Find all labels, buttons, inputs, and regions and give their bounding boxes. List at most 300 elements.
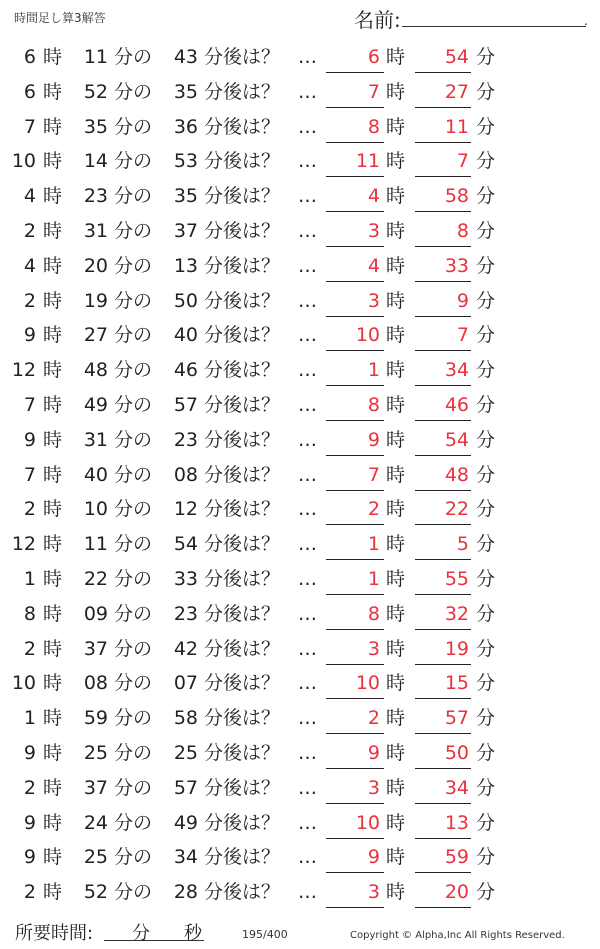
answer-hour-line	[326, 142, 384, 143]
minute-of-label: 分の	[114, 289, 153, 312]
added-minutes: 43	[173, 46, 198, 68]
ellipsis: …	[298, 289, 317, 312]
minutes-after-label: 分後は？	[204, 324, 281, 347]
start-minute: 52	[83, 881, 108, 904]
answer-hour: 10	[355, 672, 380, 695]
answer-minute-unit: 分	[476, 115, 496, 138]
minutes-after-label: 分後は？	[204, 393, 281, 416]
answer-hour: 9	[367, 741, 380, 764]
answer-hour: 10	[355, 324, 380, 347]
minute-of-label: 分の	[114, 80, 153, 103]
ellipsis: …	[298, 115, 317, 138]
answer-hour-unit: 時	[386, 776, 406, 799]
answer-minute-line	[415, 455, 471, 456]
minutes-after-label: 分後は？	[204, 533, 281, 556]
answer-hour-line	[326, 768, 384, 769]
hour-unit: 時	[43, 567, 63, 590]
added-minutes: 50	[173, 289, 198, 312]
start-minute: 49	[83, 393, 108, 416]
problem-row	[0, 598, 600, 633]
answer-minute-unit: 分	[476, 533, 496, 556]
answer-minute: 55	[444, 567, 469, 590]
minute-of-label: 分の	[114, 115, 153, 138]
answer-minute: 33	[444, 254, 469, 277]
name-trailing-dot: .	[584, 14, 588, 28]
answer-hour: 11	[355, 150, 380, 173]
ellipsis: …	[298, 602, 317, 625]
start-minute: 48	[83, 359, 108, 382]
start-minute: 31	[83, 219, 108, 242]
minutes-after-label: 分後は？	[204, 359, 281, 382]
hour-unit: 時	[43, 80, 63, 103]
minutes-after-label: 分後は？	[204, 846, 281, 869]
minutes-after-label: 分後は？	[204, 254, 281, 277]
answer-hour: 1	[367, 359, 380, 382]
minute-of-label: 分の	[114, 672, 153, 695]
start-hour: 9	[23, 741, 36, 764]
answer-minute-unit: 分	[476, 428, 496, 451]
ellipsis: …	[298, 881, 317, 904]
hour-unit: 時	[43, 498, 63, 521]
answer-hour-line	[326, 907, 384, 908]
start-hour: 7	[23, 463, 36, 486]
problem-row	[0, 424, 600, 459]
minute-of-label: 分の	[114, 150, 153, 173]
minute-of-label: 分の	[114, 776, 153, 799]
answer-minute-unit: 分	[476, 359, 496, 382]
minute-of-label: 分の	[114, 185, 153, 208]
answer-hour-unit: 時	[386, 602, 406, 625]
added-minutes: 33	[173, 567, 198, 590]
answer-minute-unit: 分	[476, 463, 496, 486]
start-hour: 9	[23, 811, 36, 834]
minute-of-label: 分の	[114, 46, 153, 68]
minute-of-label: 分の	[114, 846, 153, 869]
problem-row	[0, 180, 600, 215]
hour-unit: 時	[43, 393, 63, 416]
answer-hour-line	[326, 524, 384, 525]
problem-row	[0, 111, 600, 146]
added-minutes: 40	[173, 324, 198, 347]
problem-row	[0, 633, 600, 668]
answer-minute-unit: 分	[476, 776, 496, 799]
added-minutes: 53	[173, 150, 198, 173]
minutes-after-label: 分後は？	[204, 46, 281, 68]
answer-hour-unit: 時	[386, 846, 406, 869]
answer-hour-unit: 時	[386, 80, 406, 103]
start-minute: 10	[83, 498, 108, 521]
problem-row	[0, 563, 600, 598]
problem-row	[0, 354, 600, 389]
ellipsis: …	[298, 707, 317, 730]
answer-minute: 11	[444, 115, 469, 138]
added-minutes: 57	[173, 393, 198, 416]
answer-minute: 20	[444, 881, 469, 904]
answer-hour-unit: 時	[386, 359, 406, 382]
copyright-text: Copyright © Alpha,Inc All Rights Reserved.	[350, 930, 565, 941]
answer-hour-unit: 時	[386, 393, 406, 416]
added-minutes: 54	[173, 533, 198, 556]
ellipsis: …	[298, 219, 317, 242]
start-hour: 10	[11, 150, 36, 173]
start-hour: 2	[23, 637, 36, 660]
minute-of-label: 分の	[114, 741, 153, 764]
minute-of-label: 分の	[114, 254, 153, 277]
minute-of-label: 分の	[114, 707, 153, 730]
start-minute: 22	[83, 567, 108, 590]
problem-row	[0, 215, 600, 250]
answer-minute: 59	[444, 846, 469, 869]
answer-minute-line	[415, 490, 471, 491]
answer-minute-line	[415, 907, 471, 908]
answer-minute-line	[415, 385, 471, 386]
answer-minute-unit: 分	[476, 80, 496, 103]
answer-minute: 15	[444, 672, 469, 695]
answer-hour-unit: 時	[386, 637, 406, 660]
time-seconds-unit: 秒	[184, 923, 202, 944]
start-hour: 2	[23, 498, 36, 521]
answer-minute-unit: 分	[476, 637, 496, 660]
answer-hour-unit: 時	[386, 289, 406, 312]
minute-of-label: 分の	[114, 881, 153, 904]
start-minute: 52	[83, 80, 108, 103]
ellipsis: …	[298, 46, 317, 68]
answer-hour-unit: 時	[386, 533, 406, 556]
answer-minute-line	[415, 142, 471, 143]
answer-minute-line	[415, 281, 471, 282]
answer-hour-unit: 時	[386, 881, 406, 904]
answer-hour: 3	[367, 776, 380, 799]
minute-of-label: 分の	[114, 602, 153, 625]
answer-hour: 9	[367, 428, 380, 451]
answer-hour-line	[326, 490, 384, 491]
answer-minute: 7	[456, 150, 469, 173]
answer-minute-unit: 分	[476, 393, 496, 416]
minutes-after-label: 分後は？	[204, 463, 281, 486]
answer-hour: 8	[367, 393, 380, 416]
minute-of-label: 分の	[114, 567, 153, 590]
answer-minute-line	[415, 838, 471, 839]
answer-minute: 57	[444, 707, 469, 730]
start-minute: 11	[83, 46, 108, 68]
answer-minute-unit: 分	[476, 811, 496, 834]
problem-row	[0, 841, 600, 876]
answer-minute-line	[415, 629, 471, 630]
ellipsis: …	[298, 637, 317, 660]
answer-minute-unit: 分	[476, 185, 496, 208]
start-minute: 20	[83, 254, 108, 277]
ellipsis: …	[298, 672, 317, 695]
answer-hour-unit: 時	[386, 707, 406, 730]
answer-hour-line	[326, 281, 384, 282]
answer-hour-line	[326, 211, 384, 212]
answer-hour-unit: 時	[386, 46, 406, 68]
start-minute: 09	[83, 602, 108, 625]
answer-hour-line	[326, 559, 384, 560]
answer-minute-unit: 分	[476, 672, 496, 695]
problem-row	[0, 772, 600, 807]
answer-minute: 58	[444, 185, 469, 208]
ellipsis: …	[298, 80, 317, 103]
answer-minute-line	[415, 803, 471, 804]
answer-minute-line	[415, 872, 471, 873]
minute-of-label: 分の	[114, 533, 153, 556]
problem-row	[0, 702, 600, 737]
hour-unit: 時	[43, 533, 63, 556]
answer-minute: 46	[444, 393, 469, 416]
added-minutes: 12	[173, 498, 198, 521]
answer-minute-line	[415, 316, 471, 317]
hour-unit: 時	[43, 707, 63, 730]
answer-hour: 3	[367, 637, 380, 660]
answer-hour-unit: 時	[386, 185, 406, 208]
answer-hour-line	[326, 594, 384, 595]
problem-row	[0, 76, 600, 111]
added-minutes: 46	[173, 359, 198, 382]
start-hour: 2	[23, 776, 36, 799]
minutes-after-label: 分後は？	[204, 150, 281, 173]
added-minutes: 49	[173, 811, 198, 834]
answer-minute-unit: 分	[476, 219, 496, 242]
added-minutes: 28	[173, 881, 198, 904]
answer-minute-unit: 分	[476, 602, 496, 625]
hour-unit: 時	[43, 741, 63, 764]
hour-unit: 時	[43, 463, 63, 486]
answer-hour-line	[326, 838, 384, 839]
answer-minute-line	[415, 246, 471, 247]
minute-of-label: 分の	[114, 498, 153, 521]
added-minutes: 34	[173, 846, 198, 869]
answer-minute-line	[415, 524, 471, 525]
problem-row	[0, 250, 600, 285]
minute-of-label: 分の	[114, 324, 153, 347]
answer-hour-line	[326, 872, 384, 873]
minutes-after-label: 分後は？	[204, 567, 281, 590]
hour-unit: 時	[43, 602, 63, 625]
start-hour: 4	[23, 254, 36, 277]
answer-hour-line	[326, 107, 384, 108]
answer-hour-line	[326, 72, 384, 73]
added-minutes: 37	[173, 219, 198, 242]
start-hour: 9	[23, 428, 36, 451]
answer-hour-line	[326, 733, 384, 734]
answer-hour-line	[326, 385, 384, 386]
answer-hour: 2	[367, 498, 380, 521]
hour-unit: 時	[43, 254, 63, 277]
start-hour: 10	[11, 672, 36, 695]
minutes-after-label: 分後は？	[204, 115, 281, 138]
answer-hour-line	[326, 803, 384, 804]
ellipsis: …	[298, 776, 317, 799]
answer-minute: 34	[444, 359, 469, 382]
answer-minute: 27	[444, 80, 469, 103]
answer-hour: 8	[367, 602, 380, 625]
answer-hour-line	[326, 176, 384, 177]
answer-hour-unit: 時	[386, 428, 406, 451]
added-minutes: 13	[173, 254, 198, 277]
ellipsis: …	[298, 254, 317, 277]
answer-hour: 1	[367, 533, 380, 556]
hour-unit: 時	[43, 672, 63, 695]
answer-hour-unit: 時	[386, 567, 406, 590]
ellipsis: …	[298, 463, 317, 486]
answer-minute-line	[415, 664, 471, 665]
answer-minute: 5	[456, 533, 469, 556]
answer-minute-line	[415, 733, 471, 734]
answer-minute-line	[415, 72, 471, 73]
minutes-after-label: 分後は？	[204, 881, 281, 904]
answer-hour-unit: 時	[386, 219, 406, 242]
answer-minute-unit: 分	[476, 254, 496, 277]
minutes-after-label: 分後は？	[204, 741, 281, 764]
name-field-line[interactable]	[402, 26, 586, 27]
start-minute: 31	[83, 428, 108, 451]
hour-unit: 時	[43, 359, 63, 382]
answer-hour: 3	[367, 219, 380, 242]
problem-row	[0, 41, 600, 76]
added-minutes: 07	[173, 672, 198, 695]
answer-hour-unit: 時	[386, 811, 406, 834]
answer-minute-line	[415, 176, 471, 177]
start-hour: 6	[23, 46, 36, 68]
problem-row	[0, 737, 600, 772]
answer-hour: 8	[367, 115, 380, 138]
minute-of-label: 分の	[114, 463, 153, 486]
problem-row	[0, 459, 600, 494]
start-minute: 40	[83, 463, 108, 486]
start-hour: 9	[23, 846, 36, 869]
answer-hour: 6	[367, 46, 380, 68]
answer-minute: 9	[456, 289, 469, 312]
answer-minute: 19	[444, 637, 469, 660]
minute-of-label: 分の	[114, 428, 153, 451]
answer-minute-line	[415, 211, 471, 212]
answer-hour-unit: 時	[386, 150, 406, 173]
start-minute: 23	[83, 185, 108, 208]
start-hour: 9	[23, 324, 36, 347]
problem-row	[0, 528, 600, 563]
answer-hour: 10	[355, 811, 380, 834]
problem-row	[0, 145, 600, 180]
answer-hour: 4	[367, 254, 380, 277]
ellipsis: …	[298, 567, 317, 590]
answer-minute-unit: 分	[476, 289, 496, 312]
minutes-after-label: 分後は？	[204, 602, 281, 625]
start-hour: 2	[23, 289, 36, 312]
added-minutes: 58	[173, 707, 198, 730]
answer-minute-line	[415, 559, 471, 560]
ellipsis: …	[298, 185, 317, 208]
start-hour: 12	[11, 359, 36, 382]
answer-minute-line	[415, 698, 471, 699]
ellipsis: …	[298, 811, 317, 834]
answer-minute: 54	[444, 46, 469, 68]
added-minutes: 57	[173, 776, 198, 799]
ellipsis: …	[298, 846, 317, 869]
answer-minute-line	[415, 420, 471, 421]
hour-unit: 時	[43, 324, 63, 347]
problem-row	[0, 876, 600, 911]
answer-hour: 7	[367, 463, 380, 486]
answer-hour-line	[326, 420, 384, 421]
added-minutes: 23	[173, 602, 198, 625]
answer-minute: 32	[444, 602, 469, 625]
worksheet-title: 時間足し算3解答	[14, 11, 106, 25]
hour-unit: 時	[43, 846, 63, 869]
added-minutes: 36	[173, 115, 198, 138]
minutes-after-label: 分後は？	[204, 185, 281, 208]
start-minute: 27	[83, 324, 108, 347]
problem-list	[0, 41, 600, 911]
start-hour: 2	[23, 219, 36, 242]
start-minute: 14	[83, 150, 108, 173]
answer-minute-unit: 分	[476, 324, 496, 347]
start-minute: 08	[83, 672, 108, 695]
hour-unit: 時	[43, 428, 63, 451]
added-minutes: 42	[173, 637, 198, 660]
minutes-after-label: 分後は？	[204, 498, 281, 521]
answer-hour: 3	[367, 289, 380, 312]
answer-minute: 8	[456, 219, 469, 242]
problem-row	[0, 493, 600, 528]
start-hour: 7	[23, 393, 36, 416]
answer-hour-line	[326, 455, 384, 456]
start-minute: 37	[83, 776, 108, 799]
hour-unit: 時	[43, 776, 63, 799]
minute-of-label: 分の	[114, 811, 153, 834]
start-hour: 6	[23, 80, 36, 103]
answer-minute-unit: 分	[476, 46, 496, 68]
page-number: 195/400	[242, 928, 288, 941]
problem-row	[0, 807, 600, 842]
time-required-label: 所要時間:	[15, 923, 94, 944]
start-minute: 19	[83, 289, 108, 312]
minutes-after-label: 分後は？	[204, 811, 281, 834]
added-minutes: 35	[173, 185, 198, 208]
hour-unit: 時	[43, 115, 63, 138]
answer-hour-line	[326, 350, 384, 351]
hour-unit: 時	[43, 46, 63, 68]
minutes-after-label: 分後は？	[204, 776, 281, 799]
problem-row	[0, 667, 600, 702]
hour-unit: 時	[43, 185, 63, 208]
minutes-after-label: 分後は？	[204, 428, 281, 451]
answer-hour: 3	[367, 881, 380, 904]
ellipsis: …	[298, 533, 317, 556]
answer-minute-line	[415, 107, 471, 108]
ellipsis: …	[298, 498, 317, 521]
minutes-after-label: 分後は？	[204, 637, 281, 660]
answer-minute: 50	[444, 741, 469, 764]
hour-unit: 時	[43, 637, 63, 660]
answer-minute: 48	[444, 463, 469, 486]
added-minutes: 25	[173, 741, 198, 764]
answer-minute-line	[415, 350, 471, 351]
answer-minute: 22	[444, 498, 469, 521]
answer-hour-unit: 時	[386, 463, 406, 486]
minute-of-label: 分の	[114, 393, 153, 416]
start-minute: 35	[83, 115, 108, 138]
answer-minute-unit: 分	[476, 846, 496, 869]
start-minute: 37	[83, 637, 108, 660]
answer-hour: 9	[367, 846, 380, 869]
answer-minute-line	[415, 768, 471, 769]
answer-hour-line	[326, 664, 384, 665]
answer-hour-line	[326, 629, 384, 630]
answer-minute-unit: 分	[476, 741, 496, 764]
answer-minute: 54	[444, 428, 469, 451]
minutes-after-label: 分後は？	[204, 707, 281, 730]
